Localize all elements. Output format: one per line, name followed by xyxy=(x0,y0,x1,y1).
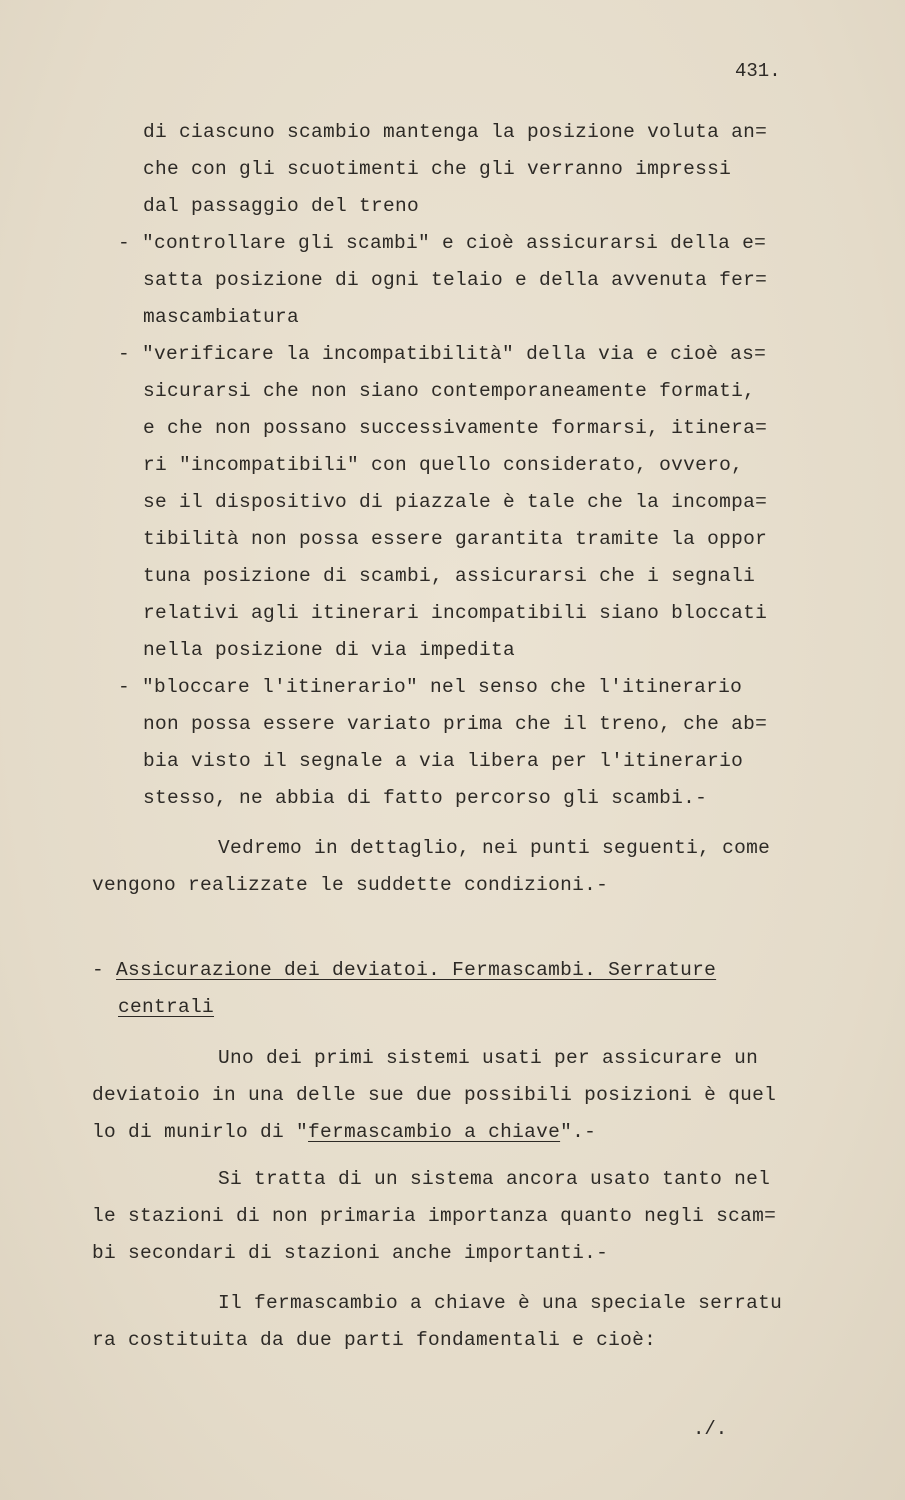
text-line: - "controllare gli scambi" e cioè assicurarsi della e= xyxy=(118,232,767,254)
text-line: e che non possano successivamente formarsi, itinera= xyxy=(143,417,768,439)
text-line: non possa essere variato prima che il treno, che ab= xyxy=(143,713,768,735)
heading-line-2: centrali xyxy=(118,996,215,1018)
text-line: Uno dei primi sistemi usati per assicurare un xyxy=(218,1047,759,1069)
text-line: - "bloccare l'itinerario" nel senso che l'itinerario xyxy=(118,676,743,698)
text-line: sicurarsi che non siano contemporaneamente formati, xyxy=(143,380,756,402)
text-line xyxy=(92,1120,596,1144)
continuation-mark: ./. xyxy=(693,1418,728,1440)
text-line: se il dispositivo di piazzale è tale che la incompa= xyxy=(143,491,768,513)
text-line: tuna posizione di scambi, assicurarsi che i segnali xyxy=(143,565,756,587)
text-line: tibilità non possa essere garantita tramite la oppor xyxy=(143,528,768,550)
text-line: bia visto il segnale a via libera per l'itinerario xyxy=(143,750,744,772)
section-heading xyxy=(92,958,716,982)
text-line: mascambiatura xyxy=(143,306,300,328)
text-line: Vedremo in dettaglio, nei punti seguenti, come xyxy=(218,837,771,859)
text-line: vengono realizzate le suddette condizioni.- xyxy=(92,874,609,896)
text-line: nella posizione di via impedita xyxy=(143,639,516,661)
underlined-term: fermascambio a chiave xyxy=(308,1121,561,1143)
text-line: ra costituita da due parti fondamentali e cioè: xyxy=(92,1329,657,1351)
text-line: bi secondari di stazioni anche importanti.- xyxy=(92,1242,609,1264)
heading-line-1: Assicurazione dei deviatoi. Fermascambi. Serrature xyxy=(116,959,717,981)
text-line: le stazioni di non primaria importanza quanto negli scam= xyxy=(92,1205,777,1227)
text-line: satta posizione di ogni telaio e della avvenuta fer= xyxy=(143,269,768,291)
text-line: relativi agli itinerari incompatibili siano bloccati xyxy=(143,602,768,624)
text-line: deviatoio in una delle sue due possibili posizioni è quel xyxy=(92,1084,777,1106)
text-line: Si tratta di un sistema ancora usato tanto nel xyxy=(218,1168,771,1190)
text-fragment: lo di munirlo di " xyxy=(92,1121,309,1143)
text-line: Il fermascambio a chiave è una speciale serratu xyxy=(218,1292,783,1314)
page-number: 431. xyxy=(735,60,781,82)
text-line: stesso, ne abbia di fatto percorso gli scambi.- xyxy=(143,787,708,809)
text-line: di ciascuno scambio mantenga la posizione voluta an= xyxy=(143,121,768,143)
text-line: ri "incompatibili" con quello considerato, ovvero, xyxy=(143,454,744,476)
heading-dash: - xyxy=(92,959,117,981)
text-line: - "verificare la incompatibilità" della via e cioè as= xyxy=(118,343,767,365)
text-line: dal passaggio del treno xyxy=(143,195,420,217)
text-fragment: ".- xyxy=(560,1121,597,1143)
text-line: che con gli scuotimenti che gli verranno impressi xyxy=(143,158,732,180)
